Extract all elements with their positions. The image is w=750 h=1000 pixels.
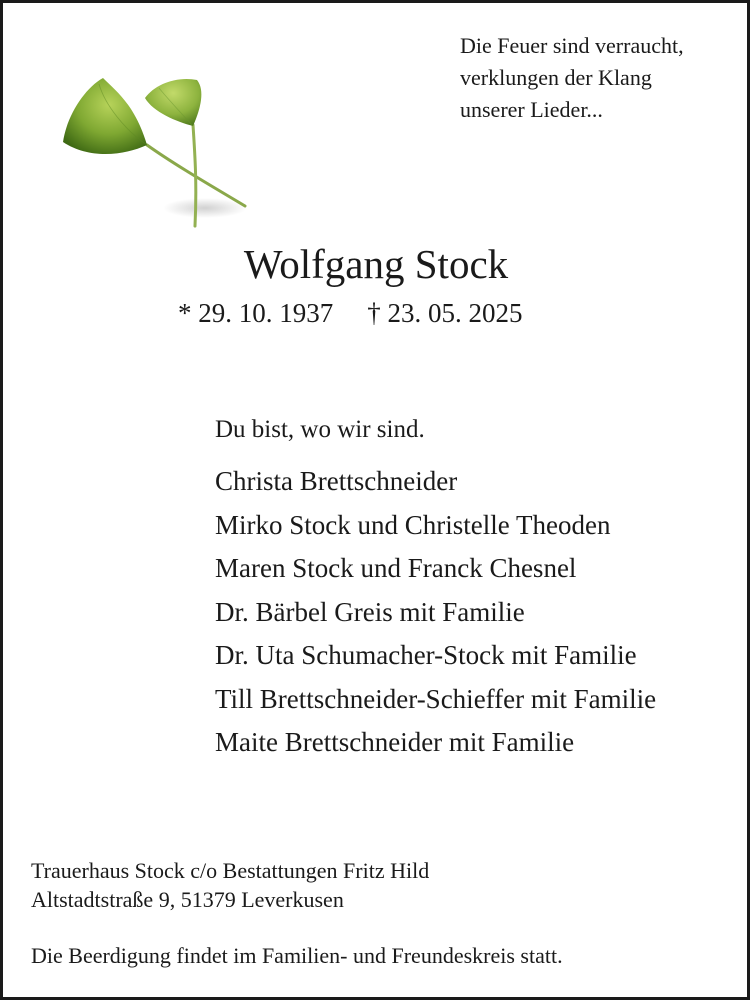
deceased-name: Wolfgang Stock [243, 241, 509, 287]
birth-date: * 29. 10. 1937 [178, 298, 334, 328]
mourner: Maren Stock und Franck Chesnel [215, 553, 577, 583]
poem-line: verklungen der Klang [460, 65, 652, 90]
poem [460, 30, 684, 126]
mourner: Maite Brettschneider mit Familie [215, 727, 575, 757]
deceased-name-block [0, 236, 750, 292]
mourner: Christa Brettschneider [215, 466, 458, 496]
funeral-home-name: Trauerhaus Stock c/o Bestattungen Fritz Hild [31, 858, 430, 883]
death-date: † 23. 05. 2025 [367, 298, 523, 328]
funeral-notice: Die Beerdigung findet im Familien- und Freundeskreis statt. [31, 943, 563, 968]
mourner: Dr. Bärbel Greis mit Familie [215, 596, 525, 627]
life-dates [178, 294, 523, 332]
poem-line: Die Feuer sind verraucht, [460, 33, 684, 58]
motto: Du bist, wo wir sind. [215, 416, 425, 443]
funeral-home-address [31, 856, 429, 914]
ginkgo-leaves-icon [55, 70, 255, 230]
mourners-list [215, 460, 656, 765]
mourner: Mirko Stock und Christelle Theoden [215, 509, 611, 540]
mourner: Till Brettschneider-Schieffer mit Familie [215, 683, 657, 714]
funeral-home-street: Altstadtstraße 9, 51379 Leverkusen [31, 887, 344, 912]
mourner: Dr. Uta Schumacher-Stock mit Familie [215, 640, 637, 670]
poem-line: unserer Lieder... [460, 97, 603, 122]
